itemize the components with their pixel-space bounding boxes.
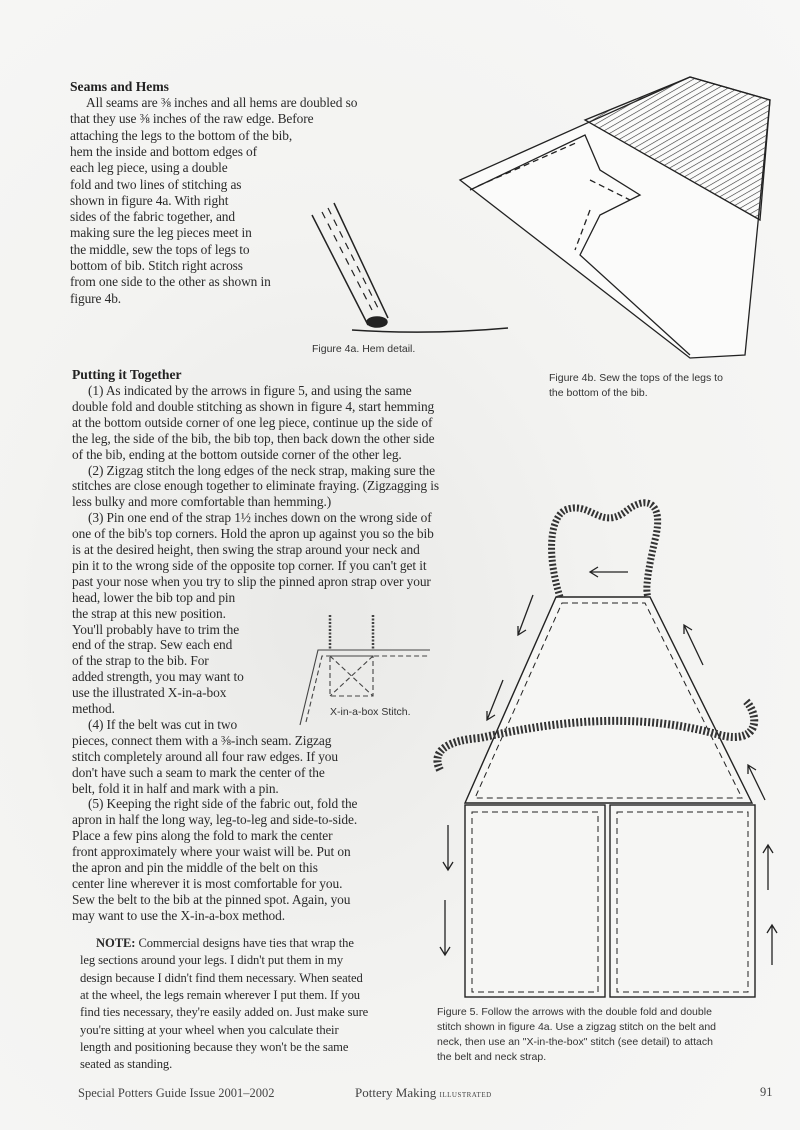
text-line: stitches are close enough together to eliminate fraying. (Zigzagging is [72, 478, 439, 494]
text-line: Place a few pins along the fold to mark the center [72, 828, 333, 844]
note-text: Commercial designs have ties that wrap the [135, 936, 354, 950]
text-line: All seams are ⅜ inches and all hems are doubled so [86, 95, 358, 110]
text-line: apron in half the long way, leg-to-leg and side-to-side. [72, 812, 358, 828]
text-line: head, lower the bib top and pin [72, 589, 236, 605]
text-line: that they use ⅜ inches of the raw edge. Before [70, 111, 314, 127]
text-line: hem the inside and bottom edges of [70, 143, 258, 159]
text-line: of the bib, ending at the bottom outside corner of the other leg. [72, 446, 402, 462]
text-line: you're sitting at your wheel when you calculate their [80, 1022, 339, 1037]
x-in-a-box-caption: X-in-a-box Stitch. [330, 706, 411, 718]
text-line: method. [72, 701, 115, 716]
text-line: end of the strap. Sew each end [72, 637, 233, 653]
text-line: You'll probably have to trim the [72, 621, 240, 637]
text-line: the strap at this new position. [72, 605, 226, 621]
text-line: making sure the leg pieces meet in [70, 225, 252, 241]
text-line: use the illustrated X-in-a-box [72, 685, 227, 701]
text-line: the apron and pin the middle of the belt on this [72, 860, 318, 875]
text-line: may want to use the X-in-a-box method. [72, 907, 286, 923]
text-line: pin it to the wrong side of the opposite top corner. If you can't get it [72, 557, 427, 573]
text-line: each leg piece, using a double [70, 160, 228, 176]
note-label: NOTE: [96, 936, 136, 950]
text-line: fold and two lines of stitching as [70, 176, 242, 192]
figure-5-caption-line: the belt and neck strap. [437, 1051, 547, 1063]
text-line: at the bottom outside corner of one leg piece, continue up the side of [72, 414, 433, 430]
text-line: front approximately where your waist will be. Put on [72, 844, 351, 860]
text-line: at the wheel, the legs remain wherever I put them. If you [80, 987, 361, 1002]
text-line: (3) Pin one end of the strap 1½ inches down on the wrong side of [88, 510, 432, 526]
text-line: the middle, sew the tops of legs to [70, 241, 250, 257]
text-line: find ties necessary, they're easily added on. Just make sure [80, 1005, 369, 1020]
text-line: past your nose when you try to slip the pinned apron strap over your [72, 573, 431, 589]
text-line: less bulky and more comfortable than hemming.) [72, 494, 332, 510]
text-line: belt, fold it in half and mark with a pin. [72, 780, 279, 796]
text-line: figure 4b. [70, 290, 122, 306]
figure-4b-drawing [460, 77, 770, 358]
text-line: attaching the legs to the bottom of the bib, [70, 127, 293, 143]
footer-magazine [355, 1085, 492, 1101]
figure-4b-caption-line: the bottom of the bib. [549, 387, 648, 399]
footer-magazine-suffix: ILLUSTRATED [439, 1091, 492, 1099]
text-line: design because I didn't find them necessary. When seated [80, 970, 363, 985]
text-line: center line wherever it is most comfortable for you. [72, 875, 343, 891]
figure-5-caption-line: neck, then use an "X-in-the-box" stitch (see detail) to attach [437, 1036, 713, 1048]
text-line: bottom of bib. Stitch right across [70, 258, 243, 273]
figure-5-caption-line: stitch shown in figure 4a. Use a zigzag stitch on the belt and [437, 1021, 716, 1033]
text-line: (5) Keeping the right side of the fabric out, fold the [88, 796, 358, 812]
text-line: added strength, you may want to [72, 669, 244, 685]
text-line: Sew the belt to the bib at the pinned spot. Again, you [72, 891, 351, 907]
figure-5-caption-line: Figure 5. Follow the arrows with the double fold and double [437, 1006, 712, 1018]
text-line: seated as standing. [80, 1057, 173, 1072]
heading-seams-and-hems: Seams and Hems [70, 79, 169, 94]
text-line: shown in figure 4a. With right [70, 192, 229, 208]
text-line: leg sections around your legs. I didn't put them in my [80, 953, 344, 968]
text-line: sides of the fabric together, and [70, 209, 235, 225]
text-line: the leg, the side of the bib, the bib top, then back down the other side [72, 430, 435, 446]
text-line: from one side to the other as shown in [70, 274, 271, 290]
text-line: one of the bib's top corners. Hold the apron up against you so the bib [72, 526, 434, 542]
figure-4a-caption: Figure 4a. Hem detail. [312, 343, 416, 355]
text-line: (2) Zigzag stitch the long edges of the neck strap, making sure the [88, 462, 435, 478]
text-line: (4) If the belt was cut in two [88, 716, 238, 732]
text-line: don't have such a seam to mark the center of the [72, 764, 325, 780]
text-line: is at the desired height, then swing the strap around your neck and [72, 542, 420, 557]
text-line: length and positioning because they won't be the same [80, 1039, 349, 1054]
page-number: 91 [760, 1085, 773, 1099]
figure-4b-caption-line: Figure 4b. Sew the tops of the legs to [549, 372, 723, 384]
text-line: double fold and double stitching as shown in figure 4, start hemming [72, 398, 435, 414]
figure-4a-hem-drawing [312, 203, 508, 332]
text-line: of the strap to the bib. For [72, 653, 209, 669]
footer-issue: Special Potters Guide Issue 2001–2002 [78, 1086, 275, 1100]
heading-putting-it-together: Putting it Together [72, 367, 182, 382]
text-line: stitch completely around all four raw edges. If you [72, 748, 338, 764]
footer-magazine-name: Pottery Making [355, 1085, 437, 1100]
figure-5-apron-drawing [437, 503, 777, 997]
text-line: pieces, connect them with a ⅜-inch seam. Zigzag [72, 732, 332, 748]
text-line: (1) As indicated by the arrows in figure 5, and using the same [88, 383, 412, 398]
